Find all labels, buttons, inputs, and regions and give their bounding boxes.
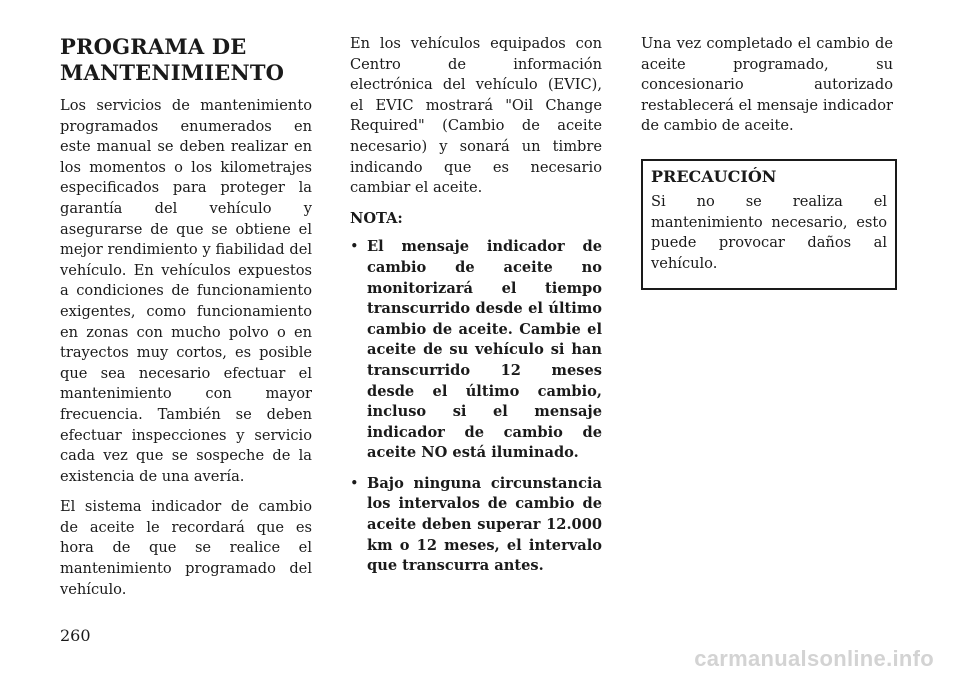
evic-paragraph: En los vehículos equipados con Centro de información electrónica del vehículo (EVIC), el EVIC mostrará "Oil Change Required" (Cambio de aceite necesario) y sonará un timbre indicando que es necesario cambiar el aceite.	[350, 35, 602, 197]
column-left	[60, 34, 312, 610]
note-list	[350, 237, 602, 577]
caution-title: PRECAUCIÓN	[651, 166, 777, 186]
column-middle	[350, 34, 602, 587]
note-list-item	[350, 237, 602, 464]
note-label: NOTA:	[350, 209, 403, 227]
page-number: 260	[60, 626, 91, 645]
watermark: carmanualsonline.info	[694, 646, 934, 671]
section-title-line2: MANTENIMIENTO	[60, 60, 285, 85]
note-list-item	[350, 474, 602, 577]
section-title	[60, 34, 312, 86]
oil-indicator-paragraph: El sistema indicador de cambio de aceite le recordará que es hora de que se realice el mantenimiento programado del vehículo.	[60, 498, 312, 598]
bullet-icon: •	[350, 474, 359, 492]
note-item-text: El mensaje indicador de cambio de aceite no monitorizará el tiempo transcurrido desde el último cambio de aceite. Cambie el aceite de su vehículo si han transcurrido 12 meses desde el último cambio, incluso si el mensaje indicador de cambio de aceite NO está iluminado.	[367, 238, 602, 462]
bullet-icon: •	[350, 238, 359, 256]
caution-text: Si no se realiza el mantenimiento necesario, esto puede provocar daños al vehículo.	[651, 192, 887, 272]
note-item-text: Bajo ninguna circunstancia los intervalos de cambio de aceite deben superar 12.000 km o 12 meses, el intervalo que transcurra antes.	[367, 474, 602, 575]
caution-box	[641, 159, 897, 290]
column-right	[641, 34, 893, 290]
section-title-line1: PROGRAMA DE	[60, 34, 247, 59]
intro-paragraph: Los servicios de mantenimiento programados enumerados en este manual se deben realizar en los momentos o los kilometrajes especificados para proteger la garantía del vehículo y asegurarse de que se obtiene el mejor rendimiento y fiabilidad del vehículo. En vehículos expuestos a condiciones de funcionamiento exigentes, como funcionamiento en zonas con mucho polvo o en trayectos muy cortos, es posible que sea necesario efectuar el mantenimiento con mayor frecuencia. También se deben efectuar inspecciones y servicio cada vez que se sospeche de la existencia de una avería.	[60, 97, 312, 485]
reset-paragraph: Una vez completado el cambio de aceite programado, su concesionario autorizado restablecerá el mensaje indicador de cambio de aceite.	[641, 35, 893, 135]
